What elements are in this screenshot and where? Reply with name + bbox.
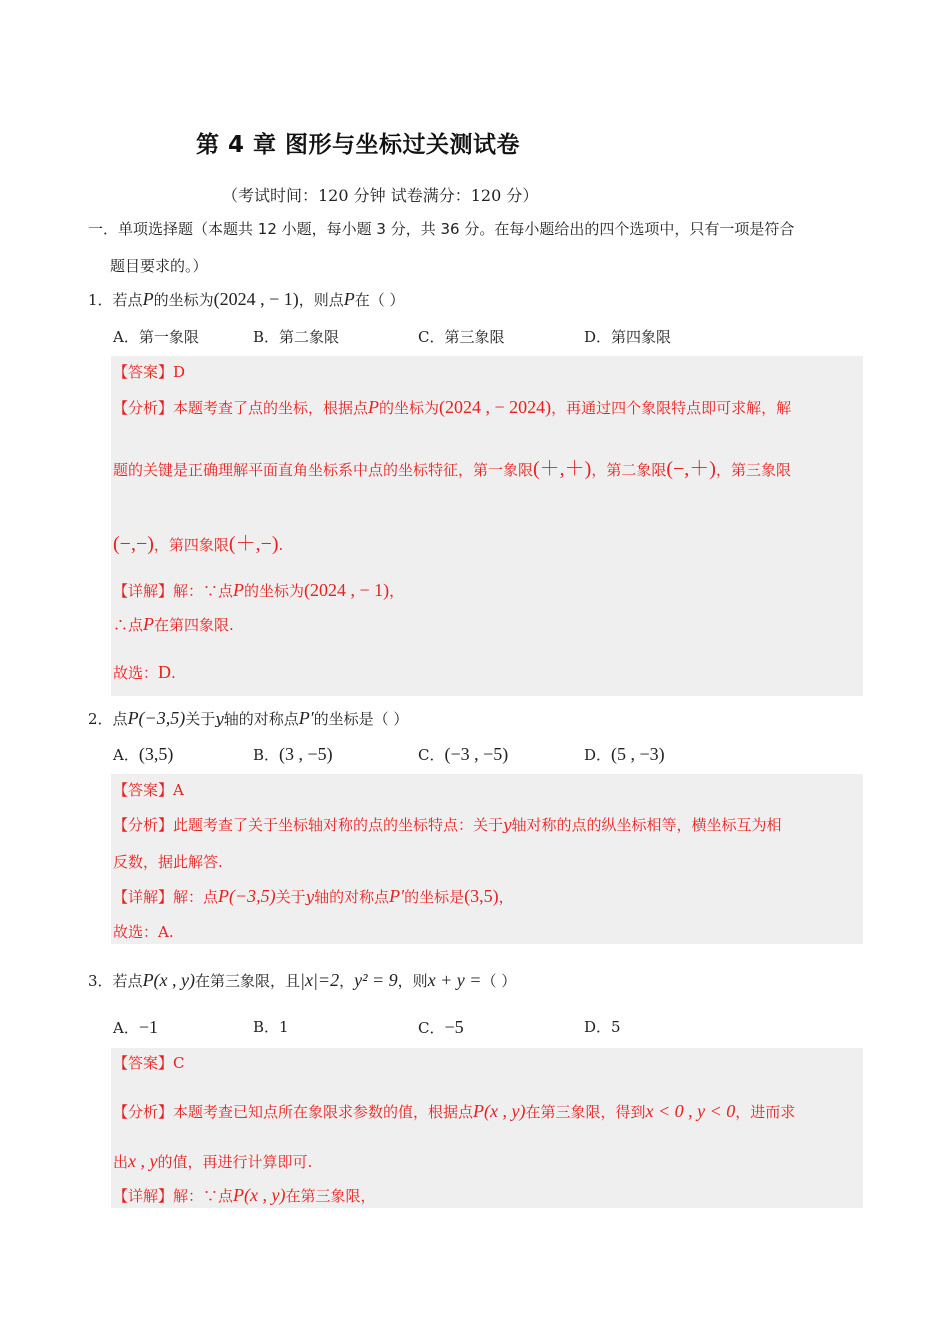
q2-option-value: (5 , −3) xyxy=(611,744,665,764)
q2-option-label: D． xyxy=(584,746,612,764)
q3-abs-x: |x|=2 xyxy=(300,970,340,990)
q3-option-label: C． xyxy=(418,1019,445,1037)
q1-analysis-text: 的坐标为 xyxy=(379,399,440,417)
q2-y-axis: y xyxy=(305,888,315,906)
q3-number: 3． xyxy=(88,972,113,990)
q2-detail-text: 【详解】解：点 xyxy=(113,888,219,906)
q1-therefore-text: 在第四象限. xyxy=(154,616,234,634)
q1-choose-value: D xyxy=(158,662,172,682)
q3-analysis xyxy=(113,1101,795,1122)
question-2 xyxy=(88,708,408,729)
q3-y-squared: y² = 9 xyxy=(354,970,398,990)
q3-detail xyxy=(113,1185,376,1206)
q2-option-label: C． xyxy=(418,746,445,764)
q1-quadrant-1: (＋,＋) xyxy=(533,458,592,480)
q3-option-value: −1 xyxy=(138,1017,158,1037)
q2-text: 关于 xyxy=(185,710,216,728)
q3-analysis-text: 在第三象限，得到 xyxy=(525,1103,646,1121)
q3-condition: x < 0 , y < 0 xyxy=(645,1101,736,1121)
q1-detail-text: 【详解】解：∵点 xyxy=(113,582,234,600)
q2-option-d xyxy=(584,744,665,765)
q1-analysis-text: ，第三象限 xyxy=(715,461,791,479)
q3-xy: x , y xyxy=(128,1151,158,1171)
q1-analysis-text: ，再通过四个象限特点即可求解，解 xyxy=(551,399,792,417)
q1-analysis-text: 题的关键是正确理解平面直角坐标系中点的坐标特征，第一象限 xyxy=(113,461,534,479)
q2-solution-box xyxy=(111,774,863,944)
q2-text: 轴的对称点 xyxy=(223,710,299,728)
q1-analysis-text: . xyxy=(278,536,284,554)
q1-point-p: P xyxy=(343,289,355,309)
q2-detail xyxy=(113,886,514,907)
q3-detail-text: 【详解】解：∵点 xyxy=(113,1187,234,1205)
q2-option-b xyxy=(253,744,333,765)
q1-analysis-line2 xyxy=(113,459,791,480)
q2-y-axis: y xyxy=(503,816,512,834)
q1-text: 在（ ） xyxy=(354,291,405,309)
q1-option-d: D．第四象限 xyxy=(584,328,672,346)
q2-option-c xyxy=(418,744,508,765)
q3-point: P(x , y) xyxy=(473,1101,526,1121)
question-3 xyxy=(88,970,516,991)
section-heading: 一．单项选择题（本题共 12 小题，每小题 3 分，共 36 分。在每小题给出的四个选项中，只有一项是符合 xyxy=(88,220,795,238)
q1-analysis-text: 【分析】本题考查了点的坐标，根据点 xyxy=(113,399,369,417)
q2-detail-text: 的坐标是 xyxy=(404,888,465,906)
q1-choose xyxy=(113,662,176,683)
q2-y-axis: y xyxy=(215,710,224,728)
q3-text: ， xyxy=(339,972,355,990)
q1-quadrant-2: (−,＋) xyxy=(666,458,716,480)
q3-option-c xyxy=(418,1017,464,1038)
q2-number: 2． xyxy=(88,710,113,728)
q3-option-b xyxy=(253,1017,289,1037)
q3-option-label: B． xyxy=(253,1018,280,1036)
q1-text: 的坐标为 xyxy=(153,291,214,309)
question-1 xyxy=(88,289,405,310)
q3-analysis-text: 出 xyxy=(113,1153,129,1171)
q3-analysis-line2 xyxy=(113,1151,312,1172)
q1-detail-text: 的坐标为 xyxy=(244,582,305,600)
q2-detail-text: ， xyxy=(498,888,514,906)
q2-text: 点 xyxy=(112,710,128,728)
q2-analysis-line2: 反数，据此解答. xyxy=(113,853,223,871)
q1-point-p: P xyxy=(143,614,155,634)
q3-point: P(x , y) xyxy=(142,970,196,990)
q1-detail-text: ， xyxy=(389,582,405,600)
q2-option-label: A． xyxy=(113,746,139,764)
q2-analysis-text: 【分析】此题考查了关于坐标轴对称的点的坐标特点：关于 xyxy=(113,816,504,834)
q2-option-a xyxy=(113,744,173,765)
q1-choose-text: 故选： xyxy=(113,664,159,682)
q3-solution-box xyxy=(111,1048,863,1208)
page-title: 第 4 章 图形与坐标过关测试卷 xyxy=(196,132,521,158)
q3-option-label: A． xyxy=(113,1019,139,1037)
q1-analysis-text: ，第二象限 xyxy=(591,461,667,479)
q1-point-p: P xyxy=(142,289,154,309)
q2-option-value: (−3 , −5) xyxy=(444,744,509,764)
q3-text: 若点 xyxy=(112,972,143,990)
q2-analysis-text: 轴对称的点的纵坐标相等，横坐标互为相 xyxy=(511,816,782,834)
q1-coord: (2024 , − 1) xyxy=(213,289,299,309)
q3-analysis-text: 的值，再进行计算即可. xyxy=(157,1153,313,1171)
q2-point-coord: P(−3,5) xyxy=(127,708,186,728)
q1-analysis xyxy=(113,397,791,418)
section-heading-cont: 题目要求的。） xyxy=(110,257,208,275)
q2-option-value: (3,5) xyxy=(138,744,174,764)
q3-answer: 【答案】C xyxy=(113,1054,185,1072)
q2-point-prime: P′ xyxy=(298,708,314,728)
q3-sum: x + y = xyxy=(427,970,482,990)
q1-therefore xyxy=(113,614,234,635)
q1-point-p: P xyxy=(368,397,380,417)
q1-option-b: B．第二象限 xyxy=(253,328,340,346)
q3-option-value: 5 xyxy=(611,1018,621,1036)
q1-detail-coord: (2024 , − 1) xyxy=(304,580,390,600)
q3-analysis-text: 【分析】本题考查已知点所在象限求参数的值，根据点 xyxy=(113,1103,474,1121)
q1-detail xyxy=(113,580,404,601)
q2-analysis xyxy=(113,815,782,835)
q1-number: 1． xyxy=(88,291,113,309)
q3-text: 在第三象限，且 xyxy=(195,972,301,990)
q2-detail-result: (3,5) xyxy=(464,886,499,906)
q3-analysis-text: ，进而求 xyxy=(735,1103,796,1121)
q3-option-value: −5 xyxy=(444,1017,464,1037)
q1-text: ，则点 xyxy=(298,291,344,309)
q1-quadrant-3: (−,−) xyxy=(113,533,154,555)
q2-detail-text: 轴的对称点 xyxy=(314,888,390,906)
q3-text: ，则 xyxy=(397,972,428,990)
q2-answer: 【答案】A xyxy=(113,781,184,799)
page-subtitle: （考试时间：120 分钟 试卷满分：120 分） xyxy=(222,186,539,205)
q2-text: 的坐标是（ ） xyxy=(313,710,409,728)
q2-detail-text: 关于 xyxy=(275,888,306,906)
q1-text: 若点 xyxy=(112,291,143,309)
q1-answer: 【答案】D xyxy=(113,363,186,381)
q1-point-p: P xyxy=(233,580,245,600)
q2-point-prime: P′ xyxy=(389,886,405,906)
q3-text: （ ） xyxy=(481,972,517,990)
q2-detail-coord: P(−3,5) xyxy=(218,886,276,906)
q3-option-a xyxy=(113,1017,158,1038)
q2-option-value: (3 , −5) xyxy=(279,744,333,764)
q3-option-label: D． xyxy=(584,1018,612,1036)
q1-quadrant-4: (＋,−) xyxy=(228,533,279,555)
q3-point: P(x , y) xyxy=(233,1185,286,1205)
q3-option-d xyxy=(584,1017,621,1037)
q3-option-value: 1 xyxy=(279,1018,289,1036)
q1-option-a: A．第一象限 xyxy=(113,328,199,346)
q3-detail-text: 在第三象限， xyxy=(285,1187,376,1205)
q1-analysis-text: ，第四象限 xyxy=(153,536,229,554)
q1-therefore-text: ∴点 xyxy=(113,616,144,634)
q1-analysis-line3 xyxy=(113,534,283,555)
q2-choose: 故选：A. xyxy=(113,923,174,941)
q1-analysis-coord: (2024 , − 2024) xyxy=(439,397,552,417)
q1-choose-text: . xyxy=(171,664,176,682)
q1-option-c: C．第三象限 xyxy=(418,328,505,346)
q2-option-label: B． xyxy=(253,746,280,764)
